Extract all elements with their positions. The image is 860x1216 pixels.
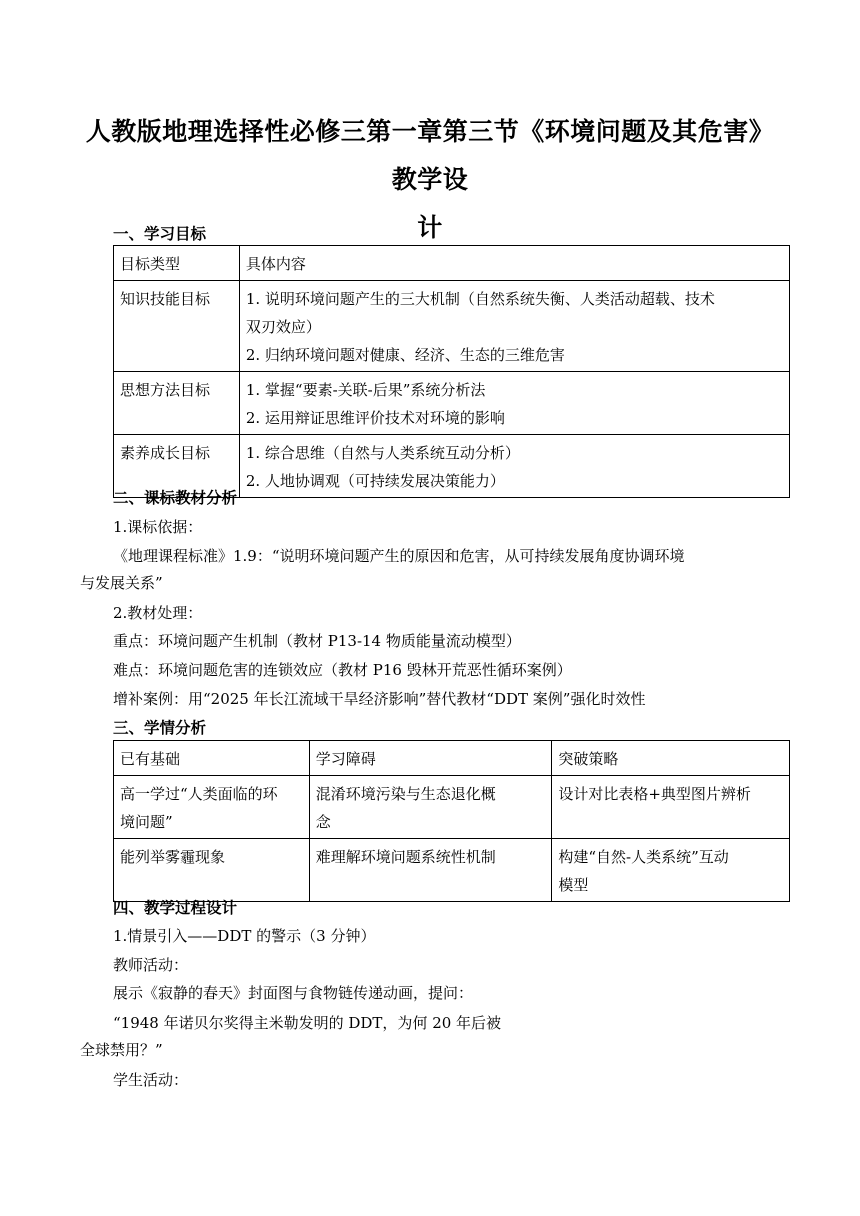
objective-type: 素养成长目标 (114, 435, 240, 498)
objective-item: 2. 运用辩证思维评价技术对环境的影响 (245, 409, 505, 427)
cell-line: 念 (315, 813, 331, 831)
cell-line: 高一学过“人类面临的环 (120, 785, 278, 803)
question-line-2: 全球禁用？” (80, 1041, 163, 1059)
teacher-activity-label: 教师活动： (113, 956, 189, 974)
objective-type: 知识技能目标 (114, 281, 240, 372)
objective-item: 双刃效应） (245, 318, 321, 336)
teacher-activity-text: 展示《寂静的春天》封面图与食物链传递动画，提问： (113, 984, 474, 1002)
difficult-point: 难点：环境问题危害的连锁效应（教材 P16 毁林开荒恶性循环案例） (113, 661, 572, 679)
table-header-cell: 具体内容 (239, 246, 789, 281)
objective-content (239, 281, 789, 372)
table-header-cell: 目标类型 (114, 246, 240, 281)
cell-line: 难理解环境问题系统性机制 (315, 848, 496, 866)
objective-content (239, 372, 789, 435)
table-header-cell: 已有基础 (114, 741, 310, 776)
table-header-cell: 学习障碍 (309, 741, 552, 776)
table-row (114, 372, 790, 435)
objective-type: 思想方法目标 (114, 372, 240, 435)
cell-line: 构建“自然-人类系统”互动 (558, 848, 729, 866)
objective-item: 1. 说明环境问题产生的三大机制（自然系统失衡、人类活动超载、技术 (245, 290, 715, 308)
cell-line: 境问题” (120, 813, 173, 831)
cell-line: 模型 (558, 876, 589, 894)
subheading-textbook: 2.教材处理： (113, 604, 203, 622)
table-cell (114, 839, 310, 902)
objective-item: 2. 归纳环境问题对健康、经济、生态的三维危害 (245, 346, 565, 364)
key-point: 重点：环境问题产生机制（教材 P13-14 物质能量流动模型） (113, 632, 521, 650)
subheading-intro: 1.情景引入——DDT 的警示（3 分钟） (113, 927, 376, 945)
cell-line: 混淆环境污染与生态退化概 (315, 785, 496, 803)
learner-table (113, 740, 790, 902)
title-line-2: 计 (417, 213, 443, 242)
table-row (114, 839, 790, 902)
table-header-row (114, 246, 790, 281)
subheading-standard: 1.课标依据： (113, 518, 203, 536)
cell-line: 能列举雾霾现象 (120, 848, 226, 866)
objective-content (239, 435, 789, 498)
objective-item: 2. 人地协调观（可持续发展决策能力） (245, 472, 505, 490)
objective-item: 1. 掌握“要素-关联-后果”系统分析法 (245, 381, 486, 399)
section-heading-process: 四、教学过程设计 (113, 899, 238, 917)
objectives-table (113, 245, 790, 498)
standard-quote-line-2: 与发展关系” (80, 574, 163, 592)
table-cell (552, 776, 790, 839)
title-line-1: 人教版地理选择性必修三第一章第三节《环境问题及其危害》教学设 (85, 117, 775, 194)
section-heading-objectives: 一、学习目标 (113, 225, 207, 243)
supplementary-case: 增补案例：用“2025 年长江流域干旱经济影响”替代教材“DDT 案例”强化时效性 (113, 690, 646, 708)
table-row (114, 281, 790, 372)
table-cell (309, 776, 552, 839)
table-row (114, 776, 790, 839)
table-cell (552, 839, 790, 902)
table-cell (114, 776, 310, 839)
cell-line: 设计对比表格+典型图片辨析 (558, 785, 751, 803)
student-activity-label: 学生活动： (113, 1071, 189, 1089)
section-heading-learner: 三、学情分析 (113, 719, 207, 737)
table-header-cell: 突破策略 (552, 741, 790, 776)
table-cell (309, 839, 552, 902)
standard-quote-line-1: 《地理课程标准》1.9：“说明环境问题产生的原因和危害，从可持续发展角度协调环境 (113, 547, 685, 565)
table-header-row (114, 741, 790, 776)
objective-item: 1. 综合思维（自然与人类系统互动分析） (245, 444, 520, 462)
section-heading-curriculum: 二、课标教材分析 (113, 489, 238, 507)
question-line-1: “1948 年诺贝尔奖得主米勒发明的 DDT，为何 20 年后被 (113, 1014, 502, 1032)
